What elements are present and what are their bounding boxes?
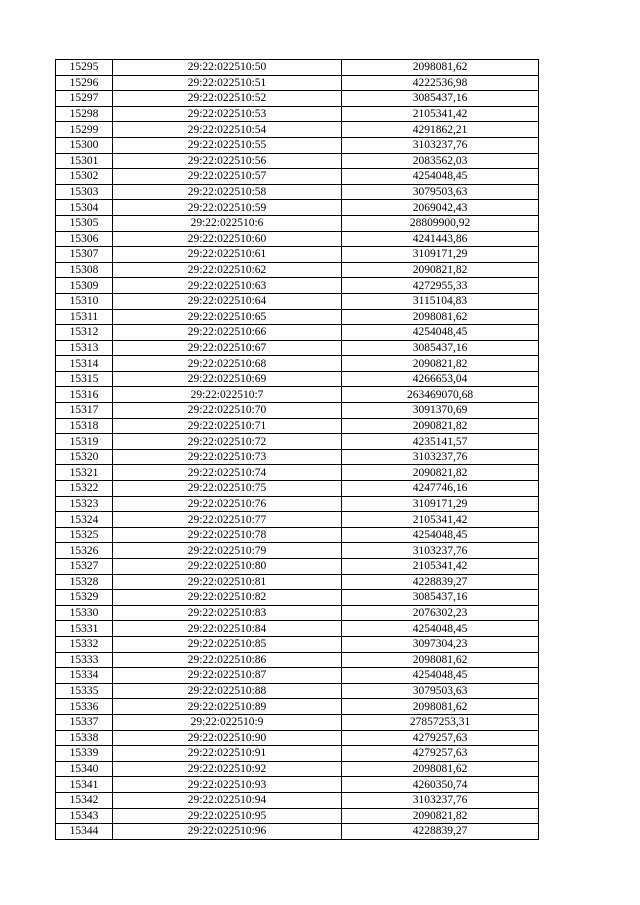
value-cell: 4291862,21 (342, 122, 539, 138)
value-cell: 3085437,16 (342, 340, 539, 356)
row-number-cell: 15308 (56, 262, 113, 278)
value-cell: 2090821,82 (342, 356, 539, 372)
cadastral-number-cell: 29:22:022510:59 (113, 200, 342, 216)
value-cell: 3103237,76 (342, 543, 539, 559)
cadastral-number-cell: 29:22:022510:71 (113, 418, 342, 434)
table-row (56, 512, 539, 528)
value-cell: 4254048,45 (342, 527, 539, 543)
value-cell: 2090821,82 (342, 418, 539, 434)
row-number-cell: 15332 (56, 636, 113, 652)
row-number-cell: 15318 (56, 418, 113, 434)
cadastral-number-cell: 29:22:022510:54 (113, 122, 342, 138)
value-cell: 2098081,62 (342, 699, 539, 715)
table-row (56, 636, 539, 652)
cadastral-number-cell: 29:22:022510:84 (113, 621, 342, 637)
row-number-cell: 15330 (56, 605, 113, 621)
row-number-cell: 15320 (56, 449, 113, 465)
row-number-cell: 15317 (56, 403, 113, 419)
value-cell: 3103237,76 (342, 137, 539, 153)
cadastral-number-cell: 29:22:022510:88 (113, 683, 342, 699)
table-row (56, 356, 539, 372)
table-row (56, 699, 539, 715)
value-cell: 4254048,45 (342, 169, 539, 185)
table-row (56, 184, 539, 200)
table-row (56, 777, 539, 793)
table-row (56, 683, 539, 699)
value-cell: 2069042,43 (342, 200, 539, 216)
row-number-cell: 15295 (56, 60, 113, 76)
row-number-cell: 15344 (56, 824, 113, 840)
row-number-cell: 15313 (56, 340, 113, 356)
cadastral-number-cell: 29:22:022510:51 (113, 75, 342, 91)
cadastral-number-cell: 29:22:022510:61 (113, 247, 342, 263)
cadastral-number-cell: 29:22:022510:75 (113, 481, 342, 497)
row-number-cell: 15314 (56, 356, 113, 372)
cadastral-number-cell: 29:22:022510:91 (113, 746, 342, 762)
value-cell: 2105341,42 (342, 559, 539, 575)
row-number-cell: 15343 (56, 808, 113, 824)
value-cell: 2090821,82 (342, 808, 539, 824)
table-row (56, 137, 539, 153)
table-row (56, 714, 539, 730)
value-cell: 2090821,82 (342, 465, 539, 481)
table-row (56, 590, 539, 606)
row-number-cell: 15331 (56, 621, 113, 637)
row-number-cell: 15315 (56, 371, 113, 387)
table-row (56, 262, 539, 278)
cadastral-number-cell: 29:22:022510:70 (113, 403, 342, 419)
value-cell: 4228839,27 (342, 574, 539, 590)
row-number-cell: 15299 (56, 122, 113, 138)
cadastral-number-cell: 29:22:022510:79 (113, 543, 342, 559)
cadastral-number-cell: 29:22:022510:65 (113, 309, 342, 325)
cadastral-number-cell: 29:22:022510:77 (113, 512, 342, 528)
table-row (56, 527, 539, 543)
value-cell: 3103237,76 (342, 792, 539, 808)
table-row (56, 371, 539, 387)
table-row (56, 543, 539, 559)
value-cell: 3103237,76 (342, 449, 539, 465)
cadastral-number-cell: 29:22:022510:78 (113, 527, 342, 543)
value-cell: 2076302,23 (342, 605, 539, 621)
table-row (56, 309, 539, 325)
value-cell: 2083562,03 (342, 153, 539, 169)
value-cell: 4241443,86 (342, 231, 539, 247)
table-row (56, 169, 539, 185)
cadastral-number-cell: 29:22:022510:93 (113, 777, 342, 793)
row-number-cell: 15337 (56, 714, 113, 730)
cadastral-number-cell: 29:22:022510:76 (113, 496, 342, 512)
row-number-cell: 15326 (56, 543, 113, 559)
row-number-cell: 15319 (56, 434, 113, 450)
row-number-cell: 15306 (56, 231, 113, 247)
value-cell: 4222536,98 (342, 75, 539, 91)
cadastral-number-cell: 29:22:022510:72 (113, 434, 342, 450)
row-number-cell: 15312 (56, 325, 113, 341)
cadastral-number-cell: 29:22:022510:85 (113, 636, 342, 652)
table-row (56, 247, 539, 263)
cadastral-number-cell: 29:22:022510:80 (113, 559, 342, 575)
value-cell: 2090821,82 (342, 262, 539, 278)
cadastral-number-cell: 29:22:022510:67 (113, 340, 342, 356)
row-number-cell: 15311 (56, 309, 113, 325)
value-cell: 2098081,62 (342, 652, 539, 668)
cadastral-number-cell: 29:22:022510:89 (113, 699, 342, 715)
row-number-cell: 15321 (56, 465, 113, 481)
table-row (56, 449, 539, 465)
row-number-cell: 15341 (56, 777, 113, 793)
cadastral-number-cell: 29:22:022510:90 (113, 730, 342, 746)
value-cell: 3109171,29 (342, 247, 539, 263)
cadastral-number-cell: 29:22:022510:52 (113, 91, 342, 107)
table-row (56, 605, 539, 621)
row-number-cell: 15342 (56, 792, 113, 808)
value-cell: 4254048,45 (342, 325, 539, 341)
row-number-cell: 15333 (56, 652, 113, 668)
table-body (56, 60, 539, 840)
table-row (56, 278, 539, 294)
table-row (56, 621, 539, 637)
value-cell: 3079503,63 (342, 184, 539, 200)
cadastral-number-cell: 29:22:022510:68 (113, 356, 342, 372)
cadastral-number-cell: 29:22:022510:95 (113, 808, 342, 824)
row-number-cell: 15301 (56, 153, 113, 169)
table-row (56, 559, 539, 575)
value-cell: 2098081,62 (342, 60, 539, 76)
cadastral-number-cell: 29:22:022510:53 (113, 106, 342, 122)
table-row (56, 106, 539, 122)
table-row (56, 652, 539, 668)
value-cell: 2105341,42 (342, 512, 539, 528)
row-number-cell: 15309 (56, 278, 113, 294)
cadastral-number-cell: 29:22:022510:87 (113, 668, 342, 684)
table-row (56, 387, 539, 403)
value-cell: 4228839,27 (342, 824, 539, 840)
row-number-cell: 15302 (56, 169, 113, 185)
table-row (56, 215, 539, 231)
cadastral-number-cell: 29:22:022510:64 (113, 293, 342, 309)
value-cell: 4279257,63 (342, 746, 539, 762)
cadastral-number-cell: 29:22:022510:83 (113, 605, 342, 621)
cadastral-number-cell: 29:22:022510:96 (113, 824, 342, 840)
value-cell: 4254048,45 (342, 668, 539, 684)
row-number-cell: 15303 (56, 184, 113, 200)
value-cell: 3115104,83 (342, 293, 539, 309)
table-row (56, 122, 539, 138)
value-cell: 263469070,68 (342, 387, 539, 403)
value-cell: 2098081,62 (342, 309, 539, 325)
row-number-cell: 15338 (56, 730, 113, 746)
cadastral-number-cell: 29:22:022510:69 (113, 371, 342, 387)
cadastral-number-cell: 29:22:022510:56 (113, 153, 342, 169)
table-row (56, 746, 539, 762)
table-row (56, 824, 539, 840)
row-number-cell: 15324 (56, 512, 113, 528)
cadastral-number-cell: 29:22:022510:9 (113, 714, 342, 730)
cadastral-number-cell: 29:22:022510:50 (113, 60, 342, 76)
table-row (56, 496, 539, 512)
row-number-cell: 15297 (56, 91, 113, 107)
row-number-cell: 15334 (56, 668, 113, 684)
cadastral-number-cell: 29:22:022510:92 (113, 761, 342, 777)
value-cell: 27857253,31 (342, 714, 539, 730)
value-cell: 4235141,57 (342, 434, 539, 450)
table-row (56, 481, 539, 497)
value-cell: 4272955,33 (342, 278, 539, 294)
value-cell: 4279257,63 (342, 730, 539, 746)
row-number-cell: 15327 (56, 559, 113, 575)
table-row (56, 325, 539, 341)
cadastral-number-cell: 29:22:022510:60 (113, 231, 342, 247)
row-number-cell: 15340 (56, 761, 113, 777)
row-number-cell: 15296 (56, 75, 113, 91)
row-number-cell: 15325 (56, 527, 113, 543)
table-row (56, 730, 539, 746)
value-cell: 28809900,92 (342, 215, 539, 231)
cadastral-number-cell: 29:22:022510:58 (113, 184, 342, 200)
row-number-cell: 15339 (56, 746, 113, 762)
table-row (56, 75, 539, 91)
table-row (56, 153, 539, 169)
table-row (56, 340, 539, 356)
table-row (56, 792, 539, 808)
value-cell: 3079503,63 (342, 683, 539, 699)
row-number-cell: 15300 (56, 137, 113, 153)
table-row (56, 91, 539, 107)
row-number-cell: 15329 (56, 590, 113, 606)
table-row (56, 668, 539, 684)
cadastral-number-cell: 29:22:022510:66 (113, 325, 342, 341)
row-number-cell: 15322 (56, 481, 113, 497)
cadastral-value-table (55, 59, 539, 840)
value-cell: 3085437,16 (342, 91, 539, 107)
row-number-cell: 15298 (56, 106, 113, 122)
row-number-cell: 15304 (56, 200, 113, 216)
table-row (56, 434, 539, 450)
value-cell: 3085437,16 (342, 590, 539, 606)
value-cell: 2098081,62 (342, 761, 539, 777)
table-row (56, 574, 539, 590)
row-number-cell: 15328 (56, 574, 113, 590)
cadastral-number-cell: 29:22:022510:63 (113, 278, 342, 294)
value-cell: 4254048,45 (342, 621, 539, 637)
cadastral-number-cell: 29:22:022510:82 (113, 590, 342, 606)
value-cell: 3097304,23 (342, 636, 539, 652)
table-row (56, 808, 539, 824)
row-number-cell: 15336 (56, 699, 113, 715)
value-cell: 4266653,04 (342, 371, 539, 387)
row-number-cell: 15305 (56, 215, 113, 231)
value-cell: 4247746,16 (342, 481, 539, 497)
value-cell: 3109171,29 (342, 496, 539, 512)
cadastral-number-cell: 29:22:022510:73 (113, 449, 342, 465)
value-cell: 4260350,74 (342, 777, 539, 793)
cadastral-number-cell: 29:22:022510:62 (113, 262, 342, 278)
cadastral-number-cell: 29:22:022510:57 (113, 169, 342, 185)
table-row (56, 418, 539, 434)
row-number-cell: 15307 (56, 247, 113, 263)
cadastral-number-cell: 29:22:022510:55 (113, 137, 342, 153)
table-row (56, 465, 539, 481)
table-row (56, 231, 539, 247)
cadastral-number-cell: 29:22:022510:74 (113, 465, 342, 481)
row-number-cell: 15310 (56, 293, 113, 309)
row-number-cell: 15316 (56, 387, 113, 403)
cadastral-number-cell: 29:22:022510:81 (113, 574, 342, 590)
row-number-cell: 15323 (56, 496, 113, 512)
value-cell: 3091370,69 (342, 403, 539, 419)
cadastral-number-cell: 29:22:022510:86 (113, 652, 342, 668)
table-row (56, 293, 539, 309)
cadastral-number-cell: 29:22:022510:6 (113, 215, 342, 231)
value-cell: 2105341,42 (342, 106, 539, 122)
cadastral-number-cell: 29:22:022510:94 (113, 792, 342, 808)
table-row (56, 60, 539, 76)
row-number-cell: 15335 (56, 683, 113, 699)
table-row (56, 403, 539, 419)
table-row (56, 761, 539, 777)
table-row (56, 200, 539, 216)
cadastral-number-cell: 29:22:022510:7 (113, 387, 342, 403)
